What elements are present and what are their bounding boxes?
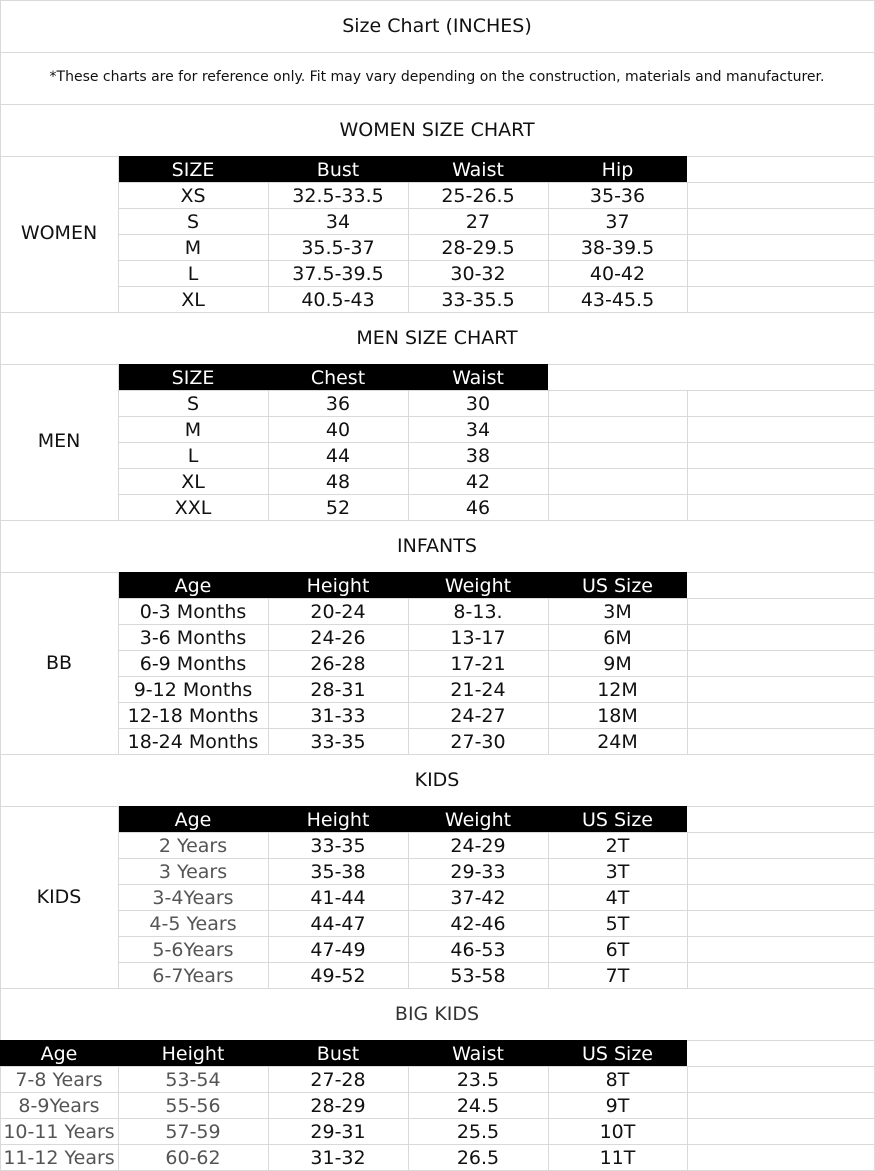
infants-table-cell: 31-33 [310, 705, 366, 727]
men-table-cell: 40 [325, 419, 351, 441]
big_kids-table-cell: 24.5 [456, 1095, 500, 1117]
kids-table-cell: 3T [605, 861, 630, 883]
infants-table-cell: 28-31 [310, 679, 366, 701]
women-table-cell: S [186, 211, 200, 233]
women-table-cell: L [187, 263, 199, 285]
big_kids-table-cell: 23.5 [456, 1069, 500, 1091]
infants-table-cell: 26-28 [310, 653, 366, 675]
infants-table-cell: 20-24 [310, 601, 366, 623]
men-table-cell: 44 [325, 445, 351, 467]
infants-table-cell: 21-24 [450, 679, 506, 701]
big_kids-column-header: Height [161, 1043, 225, 1065]
women-table-cell: 25-26.5 [441, 185, 515, 207]
kids-table-cell: 47-49 [310, 939, 366, 961]
infants-table-cell: 3-6 Months [139, 627, 247, 649]
men-column-header: SIZE [171, 367, 215, 389]
big_kids-column-header: US Size [581, 1043, 653, 1065]
big_kids-table-cell: 25.5 [456, 1121, 500, 1143]
kids-table-cell: 3 Years [158, 861, 228, 883]
infants-side-label: BB [45, 652, 73, 674]
infants-table-cell: 17-21 [450, 653, 506, 675]
kids-table-cell: 35-38 [310, 861, 366, 883]
men-table-cell: 36 [325, 393, 351, 415]
big_kids-table-cell: 11-12 Years [3, 1147, 115, 1169]
section-divider-line [0, 104, 875, 105]
kids-table-cell: 53-58 [450, 965, 506, 987]
infants-column-header: Height [306, 575, 370, 597]
big_kids-column-header: Waist [452, 1043, 504, 1065]
kids-table-cell: 49-52 [310, 965, 366, 987]
infants-table-cell: 24-26 [310, 627, 366, 649]
big_kids-table-cell: 53-54 [165, 1069, 221, 1091]
kids-table-cell: 6T [605, 939, 630, 961]
infants-table-cell: 18-24 Months [127, 731, 259, 753]
men-table-cell: 52 [325, 497, 351, 519]
infants-table-cell: 13-17 [450, 627, 506, 649]
big_kids-table-cell: 9T [605, 1095, 630, 1117]
grid-column-line [687, 390, 688, 520]
big_kids-table-cell: 8T [605, 1069, 630, 1091]
kids-table-cell: 33-35 [310, 835, 366, 857]
women-table-cell: 30-32 [450, 263, 506, 285]
women-table-cell: XS [180, 185, 206, 207]
men-table-cell: 46 [465, 497, 491, 519]
infants-table-cell: 9M [603, 653, 632, 675]
kids-table-cell: 41-44 [310, 887, 366, 909]
men-table-cell: S [186, 393, 200, 415]
women-table-cell: XL [181, 289, 205, 311]
kids-table-cell: 24-29 [450, 835, 506, 857]
women-table-cell: 34 [325, 211, 351, 233]
kids-table-cell: 7T [605, 965, 630, 987]
frame-left-border [0, 0, 1, 1170]
big_kids-table-cell: 26.5 [456, 1147, 500, 1169]
kids-table-cell: 42-46 [450, 913, 506, 935]
women-column-header: Waist [452, 159, 504, 181]
kids-side-label: KIDS [36, 886, 82, 908]
women-table-cell: 40.5-43 [301, 289, 375, 311]
men-table-cell: 42 [465, 471, 491, 493]
men-table-cell: XXL [174, 497, 212, 519]
women-table-cell: 35-36 [589, 185, 646, 207]
kids-table-cell: 5T [605, 913, 630, 935]
men-side-label: MEN [37, 430, 81, 452]
women-table-cell: 40-42 [589, 263, 646, 285]
kids-table-cell: 37-42 [450, 887, 506, 909]
men-table-cell: 34 [465, 419, 491, 441]
big_kids-table-cell: 31-32 [310, 1147, 366, 1169]
men-table-cell: 30 [465, 393, 491, 415]
women-table-cell: 37 [605, 211, 630, 233]
infants-table-cell: 33-35 [310, 731, 366, 753]
big_kids-table-cell: 8-9Years [18, 1095, 100, 1117]
kids-column-header: Weight [444, 809, 512, 831]
big_kids-table-cell: 60-62 [165, 1147, 221, 1169]
women-side-label: WOMEN [20, 222, 98, 244]
kids-table-cell: 2 Years [158, 835, 228, 857]
men-table-cell: XL [181, 471, 205, 493]
women-table-cell: 38-39.5 [580, 237, 655, 259]
infants-table-cell: 12-18 Months [127, 705, 259, 727]
kids-table-cell: 4-5 Years [149, 913, 237, 935]
infants-column-header: US Size [581, 575, 653, 597]
section-divider-line [0, 52, 875, 53]
big_kids-table-cell: 57-59 [165, 1121, 221, 1143]
infants-column-header: Weight [444, 575, 512, 597]
big_kids-table-cell: 29-31 [310, 1121, 366, 1143]
men-table-cell: M [184, 419, 202, 441]
infants-table-cell: 6-9 Months [139, 653, 247, 675]
men-table-cell: 48 [325, 471, 351, 493]
big_kids-table-cell: 55-56 [165, 1095, 221, 1117]
women-column-header: SIZE [171, 159, 215, 181]
women-table-cell: M [184, 237, 202, 259]
infants-table-cell: 12M [597, 679, 638, 701]
infants-table-cell: 24-27 [450, 705, 506, 727]
big_kids-column-header: Age [40, 1043, 78, 1065]
infants-table-cell: 9-12 Months [133, 679, 253, 701]
infants-table-cell: 8-13. [453, 601, 503, 623]
women-table-cell: 32.5-33.5 [292, 185, 384, 207]
big_kids-table-cell: 10-11 Years [3, 1121, 115, 1143]
women-table-cell: 28-29.5 [441, 237, 515, 259]
men-column-header: Waist [452, 367, 504, 389]
kids-column-header: Height [306, 809, 370, 831]
kids-column-header: Age [174, 809, 212, 831]
infants-table-cell: 6M [603, 627, 632, 649]
infants-table-cell: 3M [603, 601, 632, 623]
kids-column-header: US Size [581, 809, 653, 831]
big_kids-table-cell: 11T [599, 1147, 636, 1169]
grid-column-line [687, 182, 688, 312]
infants-table-cell: 18M [597, 705, 638, 727]
women-table-cell: 43-45.5 [580, 289, 655, 311]
kids-section-heading: KIDS [414, 769, 460, 791]
men-section-heading: MEN SIZE CHART [356, 327, 518, 349]
infants-column-header: Age [174, 575, 212, 597]
page-title: Size Chart (INCHES) [342, 15, 532, 37]
infants-table-cell: 24M [597, 731, 638, 753]
men-column-header: Chest [310, 367, 366, 389]
women-table-cell: 27 [465, 211, 491, 233]
kids-table-cell: 4T [605, 887, 630, 909]
kids-table-cell: 44-47 [310, 913, 366, 935]
big-kids-section-heading: BIG KIDS [394, 1003, 480, 1025]
women-table-cell: 37.5-39.5 [292, 263, 384, 285]
big_kids-column-header: Bust [316, 1043, 360, 1065]
big_kids-table-cell: 10T [599, 1121, 636, 1143]
kids-table-cell: 3-4Years [152, 887, 234, 909]
women-table-cell: 33-35.5 [441, 289, 515, 311]
infants-section-heading: INFANTS [397, 535, 477, 557]
men-table-cell: L [187, 445, 199, 467]
grid-column-line [548, 390, 549, 520]
kids-table-cell: 46-53 [450, 939, 506, 961]
kids-table-cell: 5-6Years [152, 939, 234, 961]
kids-table-cell: 29-33 [450, 861, 506, 883]
infants-table-cell: 27-30 [450, 731, 506, 753]
kids-table-cell: 2T [605, 835, 630, 857]
big_kids-table-cell: 27-28 [310, 1069, 366, 1091]
reference-note: *These charts are for reference only. Fit may vary depending on the construction, materials and manufacturer. [49, 69, 825, 85]
women-column-header: Bust [316, 159, 360, 181]
men-table-cell: 38 [465, 445, 491, 467]
big_kids-table-cell: 7-8 Years [15, 1069, 103, 1091]
women-column-header: Hip [601, 159, 634, 181]
infants-table-cell: 0-3 Months [139, 601, 247, 623]
kids-table-cell: 6-7Years [152, 965, 234, 987]
women-section-heading: WOMEN SIZE CHART [339, 119, 535, 141]
section-divider-line [0, 0, 875, 1]
big_kids-table-cell: 28-29 [310, 1095, 366, 1117]
women-table-cell: 35.5-37 [301, 237, 375, 259]
